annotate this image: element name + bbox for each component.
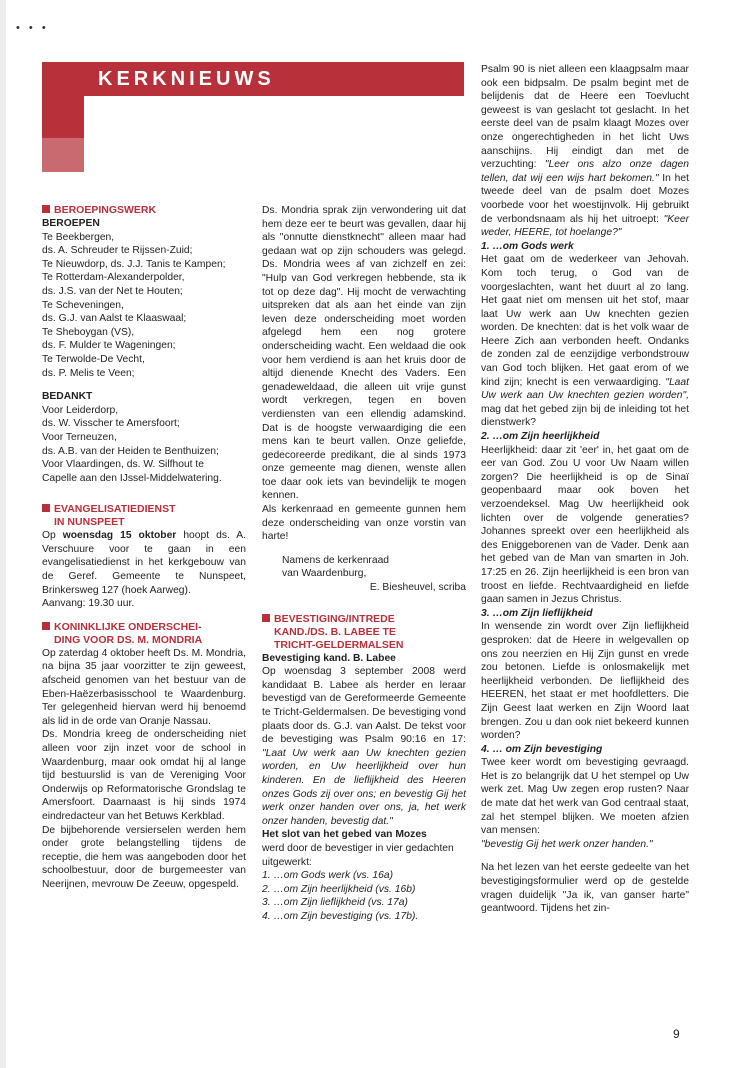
beroep-line: ds. P. Melis te Veen; <box>42 367 135 379</box>
beroep-line: Te Nieuwdorp, ds. J.J. Tanis te Kampen; <box>42 258 226 270</box>
lieflijkheid-paragraph: In wensende zin wordt over Zijn lieflijkheid gesproken: dat de Heere in welgevallen op ons zou neerzien en Hij Zijn gunst en vrede zou betonen. Liefde is onlosmakelijk met heerlijkheid verbonden. De lieflijkheid des HEEREN, het staat er met hoofdletters. Die Zijn Geest laat werken en Zijn Woord laat brengen. Zou u dan ook niet bekeerd kunnen worden? <box>481 621 689 742</box>
closing-paragraph: Na het lezen van het eerste gedeelte van het bevestigingsformulier werd op de gestelde vragen duidelijk "Ja ik, van ganser harte" geantwoord. Tijdens het zin- <box>481 862 689 915</box>
heading-square-icon <box>42 205 50 213</box>
koninklijke-paragraph-3: De bijbehorende versierselen werden hem onder grote belangstelling tijdens de receptie, die hem was aangeboden door het schoolbestuur, door de burgemeester van Neerijnen, mevrouw De Zeeuw, opgespeld. <box>42 824 246 890</box>
section-heading-bevestiging-2: KAND./DS. B. LABEE TE <box>274 625 396 638</box>
koninklijke-paragraph-2: Ds. Mondria kreeg de onderscheiding niet alleen voor zijn inzet voor de school in Waardenburg, maar ook omdat hij al lange tijd bestuurslid is van de Vereniging Voor Onderwijs op Reformatorische Grondslag te Amersfoort. Daarnaast is hij sinds 1974 eindredacteur van het Betuws Kerkblad. <box>42 729 246 822</box>
page-title: KERKNIEUWS <box>42 62 464 96</box>
bedankt-line: Voor Terneuzen, <box>42 431 117 443</box>
section-heading-koninklijke: KONINKLIJKE ONDERSCHEI- <box>42 621 246 634</box>
bevestiging-punt-paragraph: Twee keer wordt om bevestiging gevraagd. Het is zo belangrijk dat U het stempel op Uw werk zet. Mag Uw zegen erop rusten? Naar de mate dat het werk van God centraal staat, zal het stempel blijken. We moeten afzien van mensen: <box>481 757 689 837</box>
scan-marks: • • • <box>16 22 49 34</box>
beroep-line: ds. F. Mulder te Wageningen; <box>42 340 176 352</box>
bedankt-line: Voor Leiderdorp, <box>42 404 119 416</box>
point-item: 3. …om Zijn lieflijkheid (vs. 17a) <box>262 897 408 909</box>
subheading-heerlijkheid: 2. …om Zijn heerlijkheid <box>481 431 600 443</box>
gods-werk-paragraph: Het gaat om de wederkeer van Jehovah. Kom toch terug, o God van de voorgeslachten, want het duurt al zo lang. Het gaat niet om mensen uit het stof, maar laat Uw werk aan Uw knechten gezien worden. De knechten: dat is het volk waar de Heere Zich aan verbonden heeft. Ondanks de zonden zal de eenzijdige verbondstrouw van God toch blijken. Het gaat erom of we kind zijn; knecht is een verwaardiging. "Laat Uw werk aan Uw knechten gezien worden", mag dat het gebed zijn bij de inleiding tot het dienstwerk? <box>481 254 689 429</box>
column-3 <box>481 63 689 916</box>
mondria-paragraph-1: Ds. Mondria sprak zijn verwondering uit dat hem deze eer te beurt was gevallen, daar hij als "onnutte dienstknecht" alleen maar had gedaan wat op zijn schouders was gelegd. Ds. Mondria wees af van zichzelf en zei: "Hulp van God verkregen hebbende, sta ik tot op deze dag". Hij mocht de verwachting uitspreken dat als aan het einde van zijn leven deze onderscheiding moet worden afgelegd hem een nog grotere onderscheiding wacht. Een weldaad die ook voor hem verdiend is aan het kruis door de altijd dienende Knecht des Vaders. Een genadeweldaad, die alleen uit vrije gunst wordt verkregen, tegen en boven verdiensten van een ellendig adamskind. Dat is de hoogste verwaardiging die een mens kan te beurt vallen. Onze geliefde, gedecoreerde predikant, die al sinds 1973 onze gemeente mag dienen, wenste allen toe daar ook iets van bevindelijk te mogen kennen. <box>262 205 466 502</box>
beroep-line: Te Sheboygan (VS), <box>42 326 135 338</box>
subheading-beroepen: BEROEPEN <box>42 218 100 229</box>
section-heading-beroepingswerk: BEROEPINGSWERK <box>42 204 246 217</box>
bedankt-line: ds. W. Visscher te Amersfoort; <box>42 418 180 430</box>
heading-square-icon <box>262 614 270 622</box>
bedankt-line: Voor Vlaardingen, ds. W. Silfhout te <box>42 459 204 471</box>
signature-line-1: Namens de kerkenraad <box>282 554 390 566</box>
bevestiging-punt-quote: "bevestig Gij het werk onzer handen." <box>481 838 653 850</box>
beroep-line: Te Terwolde-De Vecht, <box>42 353 145 365</box>
beroep-line: ds. G.J. van Aalst te Klaaswaal; <box>42 313 187 325</box>
beroep-line: Te Rotterdam-Alexanderpolder, <box>42 272 185 284</box>
section-heading-bevestiging: BEVESTIGING/INTREDE <box>262 613 466 626</box>
signature-line-3: E. Biesheuvel, scriba <box>369 582 466 594</box>
evangelisatie-paragraph: Op woensdag 15 oktober hoopt ds. A. Verschuure voor te gaan in een evangelisatiedienst in het kerkgebouw van de Geref. Gemeente te Nunspeet, Brinkersweg 127 (hoek Aarweg). <box>42 530 246 596</box>
psalm-intro-paragraph: Psalm 90 is niet alleen een klaagpsalm maar ook een bidpsalm. De psalm begint met de belijdenis dat de Heere een Toevlucht geweest is van geslacht tot geslacht. In het eerste deel van de psalm klaagt Mozes over onze ongerechtigheden in het licht Uws aanschijns. Hij eindigt dan met de verzuchting: "Leer ons alzo onze dagen tellen, dat wij een wijs hart bekomen." In het tweede deel van de psalm doet Mozes voorbede voor het woestijnvolk. Hij gebruikt de verbondsnaam als hij het uitroept: "Keer weder, HEERE, tot hoelange?" <box>481 64 689 239</box>
mondria-paragraph-2: Als kerkenraad en gemeente gunnen hem deze onderscheiding van onze vorstin van harte! <box>262 504 466 543</box>
bevestiging-paragraph: Op woensdag 3 september 2008 werd kandidaat B. Labee als herder en leraar bevestigd van de Gereformeerde Gemeente te Tricht-Geldermalsen. De bevestiging vond plaats door ds. G.J. van Aalst. De tekst voor de bevestiging was Psalm 90:16 en 17: "Laat Uw werk aan Uw knechten gezien worden, en Uw heerlijkheid over hun kinderen. En de lieflijkheid des Heeren onzes Gods zij over ons; en bevestig Gij het werk onzer handen over ons, ja, het werk onzer handen, bevestig dat." <box>262 666 466 827</box>
heading-square-icon <box>42 504 50 512</box>
section-heading-evangelisatie: EVANGELISATIEDIENST <box>42 503 246 516</box>
heerlijkheid-paragraph: Heerlijkheid: daar zit 'eer' in, het gaat om de eer van God. Zou U voor Uw Naam willen zorgen? Die heerlijkheid is op de Sinaï geopenbaard maar ook boven het verzoendeksel. Mag Uw heerlijkheid ook lichten over de volgende generaties? Johannes spreekt over een heerlijkheid als des Eniggeborenen van de Vader. Denk aan het gebed van de Man van smarten in Joh. 17:25 en 26. Zijn heerlijkheid is een bron van troost en liefde. Rechtvaardigheid en liefde gaan samen in Jezus Christus. <box>481 444 689 606</box>
point-item: 4. …om Zijn bevestiging (vs. 17b). <box>262 910 419 922</box>
point-item: 2. …om Zijn heerlijkheid (vs. 16b) <box>262 883 416 895</box>
beroep-line: Te Scheveningen, <box>42 299 124 311</box>
beroep-line: ds. J.S. van der Net te Houten; <box>42 285 183 297</box>
subheading-lieflijkheid: 3. …om Zijn lieflijkheid <box>481 607 593 619</box>
column-1 <box>42 204 246 892</box>
section-heading-evangelisatie-2: IN NUNSPEET <box>54 516 125 529</box>
page-number: 9 <box>673 1027 680 1041</box>
subheading-bevestiging: Bevestiging kand. B. Labee <box>262 652 396 664</box>
subheading-bedankt: BEDANKT <box>42 391 93 403</box>
bedankt-line: Capelle aan den IJssel-Middelwatering. <box>42 472 222 484</box>
koninklijke-paragraph-1: Op zaterdag 4 oktober heeft Ds. M. Mondria, na bijna 35 jaar voorzitter te zijn geweest, afscheid genomen van het bestuur van de Eben-Haëzerbasisschool te Waardenburg. Ter gelegenheid hiervan werd hij benoemd als lid in de orde van Oranje Nassau. <box>42 647 246 727</box>
subheading-gods-werk: 1. …om Gods werk <box>481 240 574 252</box>
evangelisatie-aanvang: Aanvang: 19.30 uur. <box>42 598 135 610</box>
subheading-bevestiging-punt: 4. … om Zijn bevestiging <box>481 743 603 755</box>
section-heading-koninklijke-2: DING VOOR DS. M. MONDRIA <box>54 633 203 646</box>
banner-accent-block <box>42 96 84 138</box>
beroep-line: ds. A. Schreuder te Rijssen-Zuid; <box>42 245 193 257</box>
subheading-slot: Het slot van het gebed van Mozes <box>262 829 427 841</box>
point-item: 1. …om Gods werk (vs. 16a) <box>262 870 394 882</box>
banner-accent-shadow <box>42 138 84 172</box>
section-heading-bevestiging-3: TRICHT-GELDERMALSEN <box>274 638 404 651</box>
signature-line-2: van Waardenburg, <box>282 568 367 580</box>
scan-edge <box>0 0 6 1068</box>
slot-paragraph: werd door de bevestiger in vier gedachten uitgewerkt: <box>262 842 454 868</box>
heading-square-icon <box>42 622 50 630</box>
column-2 <box>262 204 466 924</box>
beroep-line: Te Beekbergen, <box>42 231 115 243</box>
bedankt-line: ds. A.B. van der Heiden te Benthuizen; <box>42 445 219 457</box>
